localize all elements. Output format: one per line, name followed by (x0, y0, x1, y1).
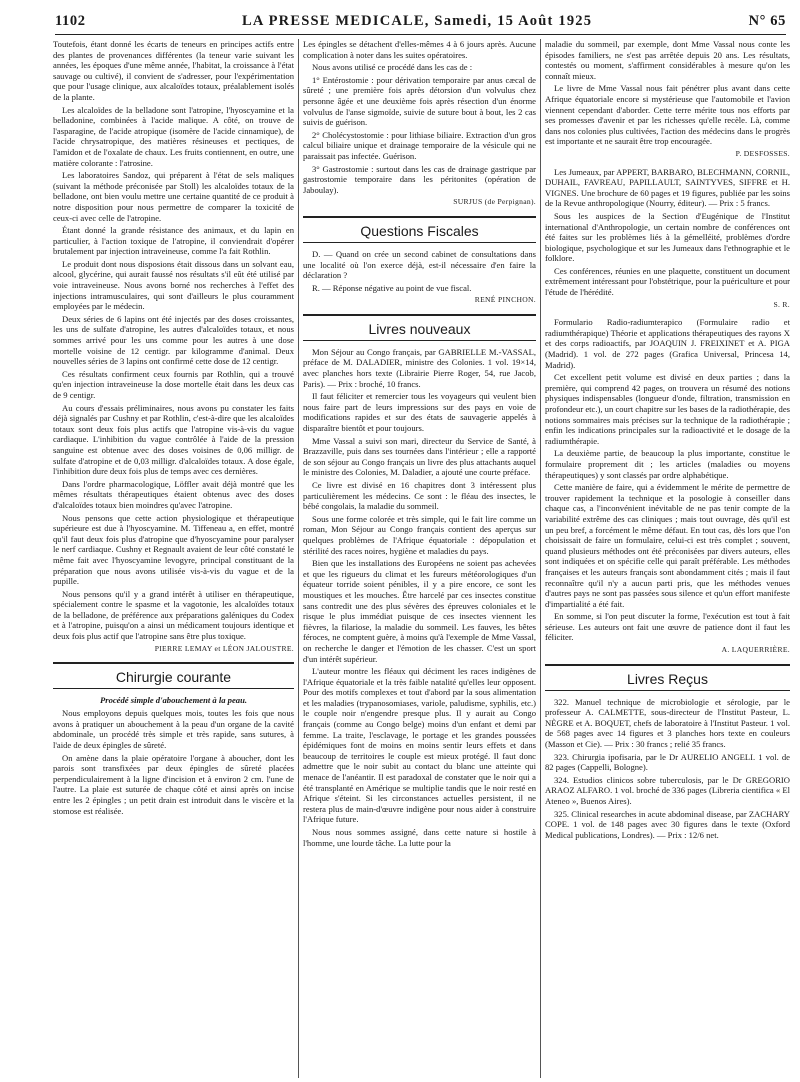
book-reference: Mon Séjour au Congo français, par GABRIELLE M.-VASSAL, préface de M. DALADIER, ministre des Colonies. 1 vol. 19×14, avec planches hors texte (Librairie Pierre Roger, 54, rue Jacob, Paris). — Prix : broché, 10 francs. (303, 346, 536, 389)
paragraph: Sous une forme colorée et très simple, qui le fait lire comme un roman, Mon Séjour au Congo français contient des aperçus sur quelques problèmes de l'Afrique équatoriale : dépopulation et stérilité des races noires, hygiène et maladies du pays. (303, 513, 536, 556)
question: D. — Quand on crée un second cabinet de consultations dans une localité où l'on exerce déjà, est-il nécessaire d'en faire la déclaration ? (303, 248, 536, 281)
paragraph: En somme, si l'on peut discuter la forme, l'exécution est tout à fait sérieuse. Les auteurs ont fait une œuvre de patience dont il faut les féliciter. (545, 611, 790, 643)
paragraph: Étant donné la grande résistance des animaux, et du lapin en particulier, à l'action toxique de l'atropine, il conviendrait d'opérer brutalement par injection intraveineuse, comme l'a fait Rothlin. (53, 225, 294, 257)
paragraph: On amène dans la plaie opératoire l'organe à aboucher, dont les parois sont transfixées par deux épingles de sûreté placées perpendiculairement à la ligne d'incision et à environ 2 cm. l'une de l'autre. La plaie est suturée de chaque côté et ainsi après on incise entre les 2 épingles ; un petit drain est introduit dans le viscère et la stomose est réalisée. (53, 752, 294, 816)
paragraph: 1° Entérostomie : pour dérivation temporaire par anus cæcal de sûreté ; une première fois après détorsion d'un volvulus chez personne âgée et une deuxième fois après résection d'un énorme volvulus de l'anse sigmoïde, suivie de suture bout à bout, les 2 cas suivis de guérison. (303, 74, 536, 128)
section-heading: Chirurgie courante (53, 662, 294, 689)
paragraph: 2° Cholécystostomie : pour lithiase biliaire. Extraction d'un gros calcul biliaire unique et drainage temporaire de la vésicule qui ne paraissait pas infectée. Guérison. (303, 129, 536, 161)
paragraph: La deuxième partie, de beaucoup la plus importante, constitue le formulaire proprement dit ; les articles (maladies ou moyens thérapeutiques) y sont classés par ordre alphabétique. (545, 448, 790, 480)
column-left (53, 39, 294, 1078)
paragraph: Au cours d'essais préliminaires, nous avons pu constater les faits déjà signalés par Cushny et par Rothlin, c'est-à-dire que les alcaloïdes totaux sont deux fois plus actifs que l'atropine vis-à-vis du vague cardiaque. L'inhibition du vague contrôlée à l'aide de la pression sanguine est obtenue avec des doses voisines de 0,06 milligr. de sulfate d'atropine et de 0,03 milligr. d'alcaloïdes totaux. A dose égale, l'inhibition dure deux fois plus de temps avec ces dernières. (53, 402, 294, 477)
paragraph: Ce livre est divisé en 16 chapitres dont 3 intéressent plus particulièrement les médecins. Ce sont : le fléau des insectes, le bébé congolais, la maladie du sommeil. (303, 480, 536, 512)
author-signature: RENÉ PINCHON. (474, 295, 536, 305)
article-subheading: Procédé simple d'abouchement à la peau. (99, 695, 248, 706)
section-heading: Livres nouveaux (303, 314, 536, 341)
column-divider (540, 39, 541, 1078)
paragraph: Les épingles se détachent d'elles-mêmes 4 à 6 jours après. Aucune complication à noter dans les suites opératoires. (303, 39, 536, 60)
column-right (545, 39, 790, 1078)
paragraph: 3° Gastrostomie : surtout dans les cas de drainage gastrique par gastrostomie temporaire dans les péritonites (opération de Jaboulay). (303, 163, 536, 195)
paragraph: Cette manière de faire, qui a évidemment le mérite de permettre de trouver rapidement la technique et la posologie à conseiller dans chaque cas, a l'inconvénient inévitable de ne pas tenir compte de la variabilité extrême des cas cliniques ; mais tout ouvrage, dès qu'il est un peu bref, a forcément le même défaut. En tout cas, dès lors que l'on choisissait de faire un formulaire, celui-ci est très complet ; souvent, quand plusieurs méthodes ont été préconisées par divers auteurs, elles sont indiquées et on spécifie celle qui paraît préférable. Les méthodes françaises et les auteurs français sont abondamment cités ; mais il faut reconnaître qu'il n'y a aucun parti pris, que les méthodes venues d'autres pays ne sont pas passées sous silence et qu'un effort manifeste d'impartialité a été fait. (545, 482, 790, 609)
author-signature: S. R. (773, 299, 790, 309)
paragraph: Il faut féliciter et remercier tous les voyageurs qui veulent bien nous faire part de leurs impressions sur des pays en voie de modifications rapides et sur des états de sauvagerie appelés à disparaître bientôt et pour toujours. (303, 391, 536, 434)
paragraph: Nous employons depuis quelques mois, toutes les fois que nous avons à pratiquer un abouchement à la peau d'un organe de la cavité abdominale, un procédé très simple et très rapide, sans sutures, à l'aide de deux épingles de sûreté. (53, 708, 294, 751)
author-signature: P. DESFOSSES. (735, 148, 790, 158)
paragraph: Dans l'ordre pharmacologique, Löffler avait déjà montré que les mêmes résultats thérapeutiques étaient obtenus avec des doses d'alcaloïdes totaux bien moindres qu'avec l'atropine. (53, 478, 294, 510)
received-book-entry: 322. Manuel technique de microbiologie et sérologie, par le professeur A. CALMETTE, sous-directeur de l'Institut Pasteur, L. NÈGRE et A. BOQUET, chefs de laboratoire à l'Institut Pasteur. 1 vol. de 568 pages avec 14 figures et 3 planches hors texte en couleurs (Masson et Cie). — Prix : 30 francs ; relié 35 francs. (545, 696, 790, 750)
paragraph: Bien que les installations des Européens ne soient pas achevées et que les rigueurs du climat et les fureurs météorologiques d'un équateur torride soient pénibles, il y a pire encore, ce sont les moustiques et les mouches. Être harcelé par ces insectes constitue sans contredit une des plus sévères des épreuves coloniales et le risque le plus immédiat puisque de ces insectes viennent les fièvres, la filariose, la maladie du sommeil. Les fauves, les bêtes féroces, ne comptent guère, à moins qu'à l'exemple de Mme Vassal, on recherche le danger et l'émotion de les chasser. C'est un sport d'un intérêt supérieur. (303, 558, 536, 664)
journal-title: LA PRESSE MEDICALE, Samedi, 15 Août 1925 (242, 13, 593, 29)
header-rule (55, 34, 786, 35)
issue-number: N° 65 (748, 13, 786, 29)
column-divider (298, 39, 299, 1078)
paragraph: Nous avons utilisé ce procédé dans les cas de : (312, 62, 473, 73)
received-book-entry: 323. Chirurgia ipofisaria, par le Dr AURELIO ANGELI. 1 vol. de 82 pages (Cappelli, Bologne). (545, 751, 790, 773)
paragraph: Ces résultats confirment ceux fournis par Rothlin, qui a trouvé qu'en injection intraveineuse la dose mortelle était dans les deux cas de 9 centigr. (53, 368, 294, 400)
paragraph: Nous pensons qu'il y a grand intérêt à utiliser en thérapeutique, spécialement contre le spasme et la vagotonie, les alcaloïdes totaux de la belladone, de préférence aux préparations galéniques du Codex et à l'atropine, puisqu'on a ainsi un médicament toujours identique et deux fois plus actif que l'atropine sans être plus toxique. (53, 588, 294, 642)
paragraph: L'auteur montre les fléaux qui déciment les races indigènes de l'Afrique équatoriale et la très faible natalité qu'elles leur opposent. Pour des motifs complexes et tout d'abord par la sous alimentation et les maladies (trypanosomiases, variole, paludisme, syphilis, etc.) le couple noir n'engendre presque plus. Il y aurait au Congo français (comme au Congo belge) moins d'un enfant et demi par femme. La traite, l'esclavage, le portage et les grandes poussées épidémiques font de moins en moins sentir leurs effets et dans beaucoup de territoires le couple est mieux protégé. Il faut donc admettre que le noir subit au contact du blanc une atteinte qui menace de l'anéantir. Il est paradoxal de constater que le noir qui a été transplanté en Amérique se multiplie tandis que le noir resté en Afrique s'éteint. Si les circonstances actuelles persistent, il ne restera plus de main-d'œuvre indigène pour nous aider à construire l'Afrique future. (303, 666, 536, 825)
paragraph: Le produit dont nous disposions était dissous dans un solvant eau, alcool, glycérine, qui aurait faussé nos résultats s'il eût été utilisé par voie intraveineuse. Nous avons borné nos recherches à l'effet des injections intramusculaires, qui sont d'ailleurs le plus couramment employées par le médecin. (53, 258, 294, 312)
page-number: 1102 (55, 13, 86, 29)
paragraph: maladie du sommeil, par exemple, dont Mme Vassal nous conte les épisodes familiers, ne s'est pas arrêtée depuis 20 ans. Les résultats, contestés ou moment, s'affirment considérables à mesure qu'on les connaît mieux. (545, 39, 790, 81)
paragraph: Les alcaloïdes de la belladone sont l'atropine, l'hyoscyamine et la belladonine, combinées à l'acide malique. A côté, on trouve de l'asparagine, de l'acide atropique (isomère de l'acide cinnamique), de l'acide chrysatropique, des matières résineuses et pectiques, de l'amidon et de l'oxalate de chaux. Les fruits contiennent, en outre, une matière colorante : l'atrosine. (53, 104, 294, 168)
book-reference: Formulario Radio-radiumterapico (Formulaire radio et radiumthérapique) Théorie et applications thérapeutiques des rayons X et des corps radioactifs, par JOAQUIN J. FREIXINET et A. PIGA (Madrid). 1 vol. de 272 pages (Grafica Universal, Princesa 14, Madrid). (545, 317, 790, 370)
paragraph: Nous nous sommes assigné, dans cette nature si hostile à l'homme, une lourde tâche. La lutte pour la (303, 827, 536, 848)
author-signature: SURJUS (de Perpignan). (453, 197, 536, 207)
paragraph: Les laboratoires Sandoz, qui préparent à l'état de sels maliques (suivant la méthode préconisée par Stoll) les alcaloïdes totaux de la belladone, ont bien voulu mettre une certaine quantité de ce produit à notre disposition pour nous permettre de comparer la toxicité de ceux-ci avec celle de l'atropine. (53, 170, 294, 223)
author-signature: PIERRE LEMAY et LÉON JALOUSTRE. (154, 643, 294, 653)
section-heading: Livres Reçus (545, 664, 790, 691)
answer: R. — Réponse négative au point de vue fiscal. (312, 282, 472, 293)
paragraph: Le livre de Mme Vassal nous fait pénétrer plus avant dans cette Afrique équatoriale encore si mystérieuse que l'automobile et l'avion viennent cependant d'aborder. Cette terre mérite tous nos efforts par ses promesses d'avenir et par les richesses qu'elle recèle. Là, comme dans nos colonies plus cultivées, l'action des médecins dans le progrès est importante et ne saurait être trop encouragée. (545, 83, 790, 147)
paragraph: Sous les auspices de la Section d'Eugénique de l'Institut international d'Anthropologie, un certain nombre de conférences ont été faites sur les problèmes liés à la gémelléité, problèmes d'ordre biologique, psychologique et sur les Jumeaux dans l'ethnographie et le folklore. (545, 210, 790, 264)
paragraph: Nous pensons que cette action physiologique et thérapeutique supérieure est due à l'hyoscyamine. M. Tiffeneau a, en effet, montré qu'il faut deux fois plus d'atropine que d'hyoscyamine pour paralyser le nerf cardiaque. Cushny et Regnault avaient de leur côté constaté le même fait avec l'hyoscyamine levogyre, principal constituant de la préparation que nous avons utilisée vis-à-vis du vague et de la pupille. (53, 512, 294, 587)
received-book-entry: 325. Clinical researches in acute abdominal disease, par ZACHARY COPE. 1 vol. de 148 pages avec 30 figures dans le texte (Oxford Medical publications, Londres). — Prix : 12/6 net. (545, 808, 790, 840)
paragraph: Cet excellent petit volume est divisé en deux parties ; dans la première, qui comprend 42 pages, on trouvera un résumé des notions physiques indispensables (longueur d'onde, filtration, transmission en profondeur etc.), un court chapitre sur les bases de la radiothérapie, des notions sommaires mais précises sur la technique de la radiothérapie ; enfin les indications principales sur la radioactivité et le dosage de la radiumthérapie. (545, 372, 790, 446)
received-book-entry: 324. Estudios clinicos sobre tuberculosis, par le Dr GREGORIO ARAOZ ALFARO. 1 vol. broché de 336 pages (Libreria cientifica « El Ateneo », Buenos Aires). (545, 774, 790, 806)
page-header (55, 13, 786, 33)
paragraph: Mme Vassal a suivi son mari, directeur du Service de Santé, à Brazzaville, puis dans ses tournées dans l'intérieur ; elle a rapporté de son séjour au Congo français un livre des plus attachants auquel le ministre des Colonies, M. Daladier, a ajouté une courte préface. (303, 435, 536, 478)
book-reference: Les Jumeaux, par APPERT, BARBARO, BLECHMANN, CORNIL, DUHAIL, FAVREAU, PAPILLAULT, SAINTYVES, SIFFRE et H. VIGNES. Une brochure de 60 pages et 19 figures, publiée par les soins de la Revue anthropologique (Nourry, éditeur). — Prix : 5 francs. (545, 166, 790, 209)
section-heading: Questions Fiscales (303, 216, 536, 243)
paragraph: Toutefois, étant donné les écarts de teneurs en principes actifs entre des plantes de provenances différentes (la teneur varie suivant les années, les époques d'une même année, l'habitat, la croissance à l'état sauvage ou cultivé), il convient de s'adresser, pour l'expérimentation que pour l'usage clinique, aux alcaloïdes totaux, préalablement isolés de la plante. (53, 39, 294, 102)
paragraph: Ces conférences, réunies en une plaquette, constituent un document extrêmement intéressant pour l'obstétrique, pour la puériculture et pour l'étude de l'hérédité. (545, 265, 790, 298)
paragraph: Deux séries de 6 lapins ont été injectés par des doses croissantes, les uns de sulfate d'atropine, les autres d'alcaloïdes totaux, et nous sommes arrivé pour les uns comme pour les autres à une dose mortelle voisine de 12 centigr. par kilogramme d'animal. Deux nouvelles séries de 3 lapins ont confirmé cette dose de 12 centigr. (53, 313, 294, 367)
column-middle (303, 39, 536, 1078)
author-signature: A. LAQUERRIÈRE. (721, 645, 790, 655)
